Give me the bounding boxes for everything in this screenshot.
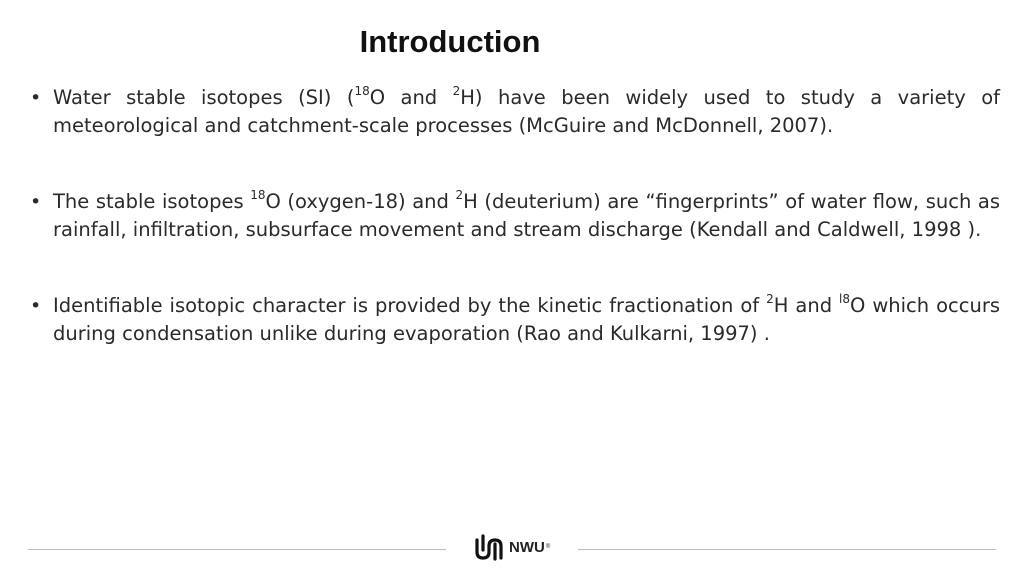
bullet-item bbox=[28, 188, 1000, 244]
bullet-text: The stable isotopes $^{18}$O (oxygen-18) and $^2$H (deuterium) are “fingerprints” of water flow, such as rainfall, infiltration, subsurface movement and stream discharge (Kendall and Caldwell, 1998 ). bbox=[53, 188, 1000, 241]
nwu-logo-icon bbox=[474, 532, 506, 562]
logo-registered-mark: ® bbox=[545, 544, 551, 550]
bullet-text: Identifiable isotopic character is provided by the kinetic fractionation of $^2$H and $^{l8}$O which occurs during condensation unlike during evaporation (Rao and Kulkarni, 1997) . bbox=[53, 292, 1000, 345]
nwu-logo bbox=[474, 532, 550, 562]
bullet-text: Water stable isotopes (SI) ($^{18}$O and $^2$H) have been widely used to study a variety of meteorological and catchment-scale processes (McGuire and McDonnell, 2007). bbox=[53, 84, 1000, 137]
bullet-marker-icon: • bbox=[30, 191, 42, 213]
footer-rule-right bbox=[578, 549, 996, 550]
bullet-list bbox=[28, 84, 1000, 348]
bullet-marker-icon: • bbox=[30, 87, 42, 109]
logo-text: NWU bbox=[509, 538, 545, 556]
bullet-marker-icon: • bbox=[30, 295, 42, 317]
slide-title: Introduction bbox=[359, 24, 541, 59]
footer-rule-left bbox=[28, 549, 446, 550]
bullet-item bbox=[28, 84, 1000, 140]
bullet-item bbox=[28, 292, 1000, 348]
